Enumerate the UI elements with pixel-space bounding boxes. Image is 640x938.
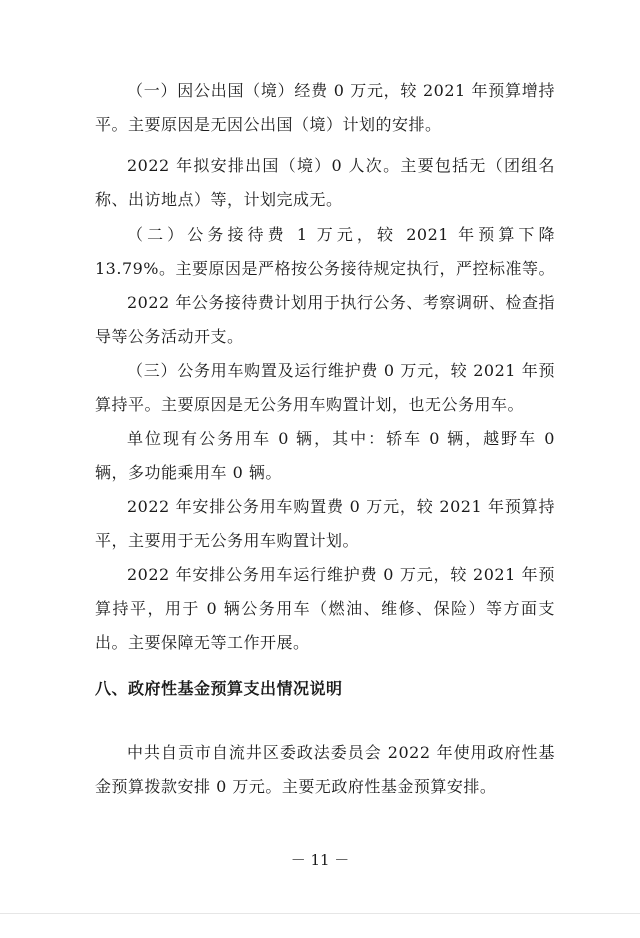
paragraph-outbound-plan: 2022 年拟安排出国（境）0 人次。主要包括无（团组名称、出访地点）等，计划完成无。 — [95, 156, 555, 209]
paragraph-vehicle-purchase: 2022 年安排公务用车购置费 0 万元，较 2021 年预算持平，主要用于无公务用车购置计划。 — [95, 497, 555, 550]
paragraph-outbound-expense: （一）因公出国（境）经费 0 万元，较 2021 年预算增持平。主要原因是无因公出国（境）计划的安排。 — [95, 81, 555, 134]
paragraph-fund-budget: 中共自贡市自流井区委政法委员会 2022 年使用政府性基金预算拨款安排 0 万元。主要无政府性基金预算安排。 — [95, 743, 555, 796]
page-bottom-divider — [0, 913, 640, 914]
paragraph-vehicle-maintenance: 2022 年安排公务用车运行维护费 0 万元，较 2021 年预算持平，用于 0 辆公务用车（燃油、维修、保险）等方面支出。主要保障无等工作开展。 — [95, 565, 555, 652]
section-heading: 八、政府性基金预算支出情况说明 — [95, 679, 343, 698]
paragraph-vehicle-expense: （三）公务用车购置及运行维护费 0 万元，较 2021 年预算持平。主要原因是无公务用车购置计划，也无公务用车。 — [95, 361, 555, 414]
paragraph-vehicle-inventory: 单位现有公务用车 0 辆，其中：轿车 0 辆，越野车 0 辆，多功能乘用车 0 辆。 — [95, 429, 555, 482]
paragraph-reception-expense: （二）公务接待费 1 万元，较 2021 年预算下降 13.79%。主要原因是严格按公务接待规定执行，严控标准等。 — [95, 225, 556, 278]
page-number: － 11 － — [290, 851, 350, 869]
paragraph-reception-plan: 2022 年公务接待费计划用于执行公务、考察调研、检查指导等公务活动开支。 — [95, 293, 555, 346]
